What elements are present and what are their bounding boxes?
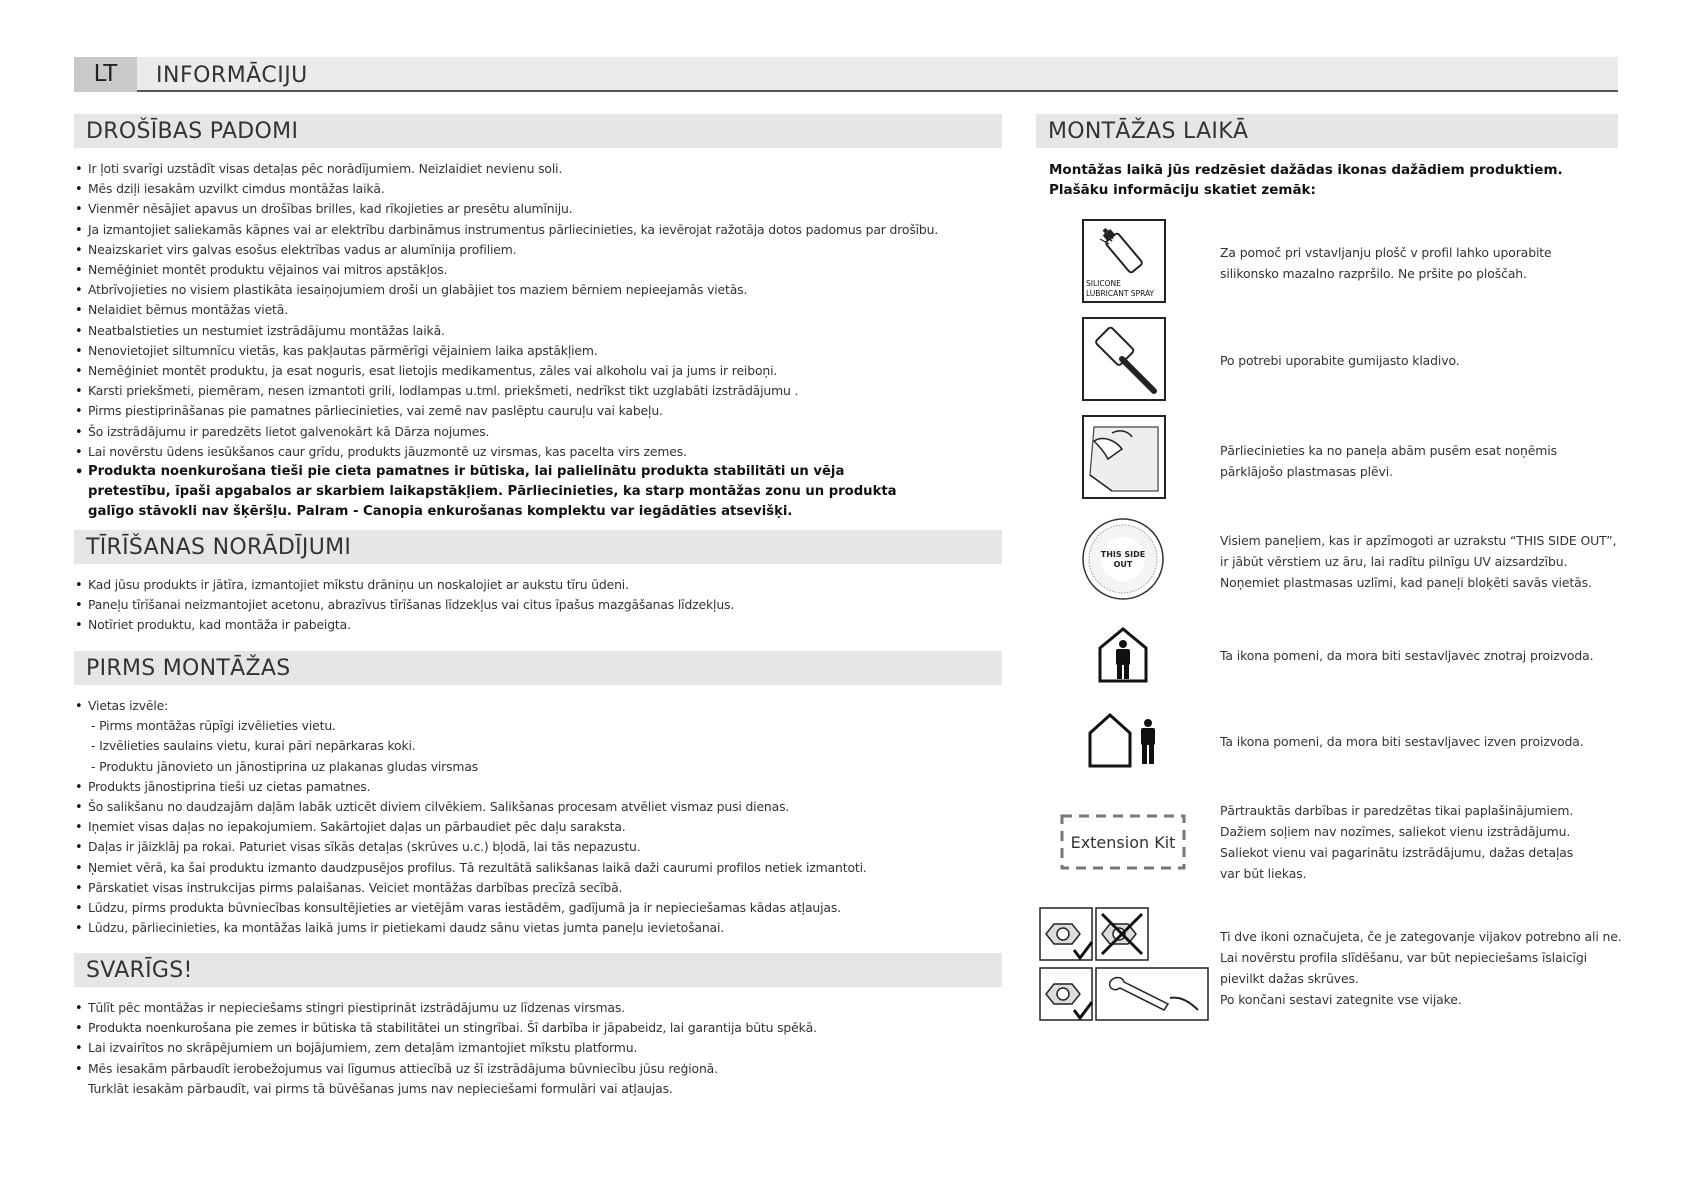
before-assembly-heading: PIRMS MONTĀŽAS [74,651,1002,685]
important-list [75,998,817,1099]
list-item: • Notīriet produktu, kad montāža ir pabeigta. [75,615,734,635]
silicone-label: SILICONE [1086,279,1121,288]
this-side-out-text [1220,530,1617,593]
list-item: • Nemēģiniet montēt produktu vējainos vai mitros apstākļos. [75,260,938,280]
icon-text-line: Pārliecinieties ka no paneļa abām pusēm esat noņēmis [1220,443,1557,458]
icon-text-line: Noņemiet plastmasas uzlīmi, kad paneļi bloķēti savās vietās. [1220,575,1592,590]
list-item: • Tūlīt pēc montāžas ir nepieciešams stingri piestiprināt izstrādājumu uz līdzenas virsmas. [75,998,817,1018]
peel-film-text [1220,440,1610,482]
anchoring-note: • Produkta noenkurošana tieši pie cieta pamatnes ir būtiska, lai palielinātu produkta stabilitāti un vēja pretestību, īpaši apgabalos ar skarbiem laikapstākļiem. Pārliecinieties, ka starp montāžas zonu un produkta galīgo stāvokli nav šķēršļu. Palram - Canopia enkurošanas komplektu var iegādāties atsevišķi. [75,462,925,522]
icon-text-line: Za pomoč pri vstavljanju plošč v profil lahko uporabite [1220,245,1552,260]
list-subitem: - Produktu jānovieto un jānostiprina uz plakanas gludas virsmas [91,758,479,774]
list-item: • Lai novērstu ūdens iesūkšanos caur grīdu, produkts jāuzmontē uz virsmas, kas pacelta virs zemes. [75,442,938,462]
peel-film-icon [1082,415,1166,503]
list-subitem: - Pirms montāžas rūpīgi izvēlieties vietu. [91,718,336,734]
list-subitem: - Izvēlieties saulains vietu, kurai pāri nepārkaras koki. [91,738,416,754]
assemble-inside-text [1220,645,1610,666]
list-item: • Lai izvairītos no skrāpējumiem un bojājumiem, zem detaļām izmantojiet mīkstu platformu. [75,1038,817,1058]
list-item: • Ņemiet vērā, ka šai produktu izmanto daudzpusējos profilus. Tā rezultātā salikšanas laikā daži caurumi profilos netiek izmantoti. [75,858,867,878]
list-item: • Vietas izvēle: [75,696,867,716]
tighten-screws-icon [1038,906,1212,1028]
list-item: • Kad jūsu produkts ir jātīra, izmantojiet mīkstu drāniņu un noskalojiet ar aukstu tīru ūdeni. [75,575,734,595]
icon-text-line: var būt liekas. [1220,866,1307,881]
list-item: • Šo salikšanu no daudzajām daļām labāk uzticēt diviem cilvēkiem. Salikšanas procesam atvēliet vismaz pusi dienas. [75,797,867,817]
list-item: • Neatbalstieties un nestumiet izstrādājumu montāžas laikā. [75,321,938,341]
list-item: • Daļas ir jāizklāj pa rokai. Paturiet visas sīkās detaļas (skrūves u.c.) bļodā, lai tās nepazustu. [75,837,867,857]
list-item: • Mēs dziļi iesakām uzvilkt cimdus montāžas laikā. [75,179,938,199]
assemble-inside-icon [1096,626,1150,688]
list-item: • Atbrīvojieties no visiem plastikāta iesaiņojumiem droši un glabājiet tos maziem bērniem nepieejamās vietās. [75,280,938,300]
before-assembly-list [75,696,867,938]
this-side-label: THIS SIDE [1100,550,1146,559]
icon-text-line: Ti dve ikoni označujeta, če je zategovanje vijakov potrebno ali ne. [1220,929,1622,944]
silicone-spray-icon [1082,219,1166,307]
extension-kit-icon [1060,814,1186,874]
icon-text-line: Pārtrauktās darbības ir paredzētas tikai paplašinājumiem. [1220,803,1574,818]
extension-kit-text [1220,800,1610,884]
icon-text-line: Ta ikona pomeni, da mora biti sestavljavec znotraj proizvoda. [1220,648,1594,663]
list-item: • Produkta noenkurošana pie zemes ir būtiska tā stabilitātei un stingrībai. Šī darbība ir jāpabeidz, lai garantija būtu spēkā. [75,1018,817,1038]
page-header [74,57,1618,92]
list-item-continuation: Turklāt iesakām pārbaudīt, vai pirms tā būvēšanas jums nav nepieciešami formulāri vai atļaujas. [88,1080,673,1096]
this-side-out-icon [1081,517,1165,605]
assemble-outside-icon [1086,711,1162,773]
list-item: • Ir ļoti svarīgi uzstādīt visas detaļas pēc norādījumiem. Neizlaidiet nevienu soli. [75,159,938,179]
list-item: • Iņemiet visas daļas no iepakojumiem. Sakārtojiet daļas un pārbaudiet pēc daļu saraksta. [75,817,867,837]
list-item: • Pārskatiet visas instrukcijas pirms palaišanas. Veiciet montāžas darbības precīzā secībā. [75,878,867,898]
list-item: • Nemēģiniet montēt produktu, ja esat noguris, esat lietojis medikamentus, zāles vai alkoholu vai ja jums ir reiboņi. [75,361,938,381]
list-item: • Vienmēr nēsājiet apavus un drošības brilles, kad rīkojieties ar presētu alumīniju. [75,199,938,219]
intro-line: Montāžas laikā jūs redzēsiet dažādas ikonas dažādiem produktiem. [1049,162,1563,178]
icon-text-line: ir jābūt vērstiem uz āru, lai radītu pilnīgu UV aizsardzību. [1220,554,1568,569]
icon-text-line: Visiem paneļiem, kas ir apzīmogoti ar uzrakstu “THIS SIDE OUT”, [1220,533,1617,548]
list-item: • Šo izstrādājumu ir paredzēts lietot galvenokārt kā Dārza nojumes. [75,422,938,442]
icon-text-line: Dažiem soļiem nav nozīmes, saliekot vienu izstrādājumu. [1220,824,1571,839]
lubricant-spray-label: LUBRICANT SPRAY [1086,289,1155,298]
assemble-outside-text [1220,731,1610,752]
cleaning-list [75,575,734,636]
list-item: • Pirms piestiprināšanas pie pamatnes pārliecinieties, vai zemē nav paslēptu cauruļu vai kabeļu. [75,401,938,421]
list-item: • Nelaidiet bērnus montāžas vietā. [75,300,938,320]
list-item: • Neaizskariet virs galvas esošus elektrības vadus ar alumīnija profiliem. [75,240,938,260]
list-item: • Nenovietojiet siltumnīcu vietās, kas pakļautas pārmērīgi vējainiem laika apstākļiem. [75,341,938,361]
important-heading: SVARĪGS! [74,953,1002,987]
out-label: OUT [1113,560,1133,569]
icon-text-line: Saliekot vienu vai pagarinātu izstrādājumu, dažas detaļas [1220,845,1574,860]
safety-list [75,159,938,522]
list-item: • Mēs iesakām pārbaudīt ierobežojumus vai līgumus attiecībā uz šī izstrādājuma būvniecību jūsu reģionā. [75,1059,817,1079]
list-item: • Lūdzu, pirms produkta būvniecības konsultējieties ar vietējām varas iestādēm, gadījumā ja ir nepieciešamas kādas atļaujas. [75,898,867,918]
list-item: • Paneļu tīrīšanai neizmantojiet acetonu, abrazīvus tīrīšanas līdzekļus vai citus īpašus mazgāšanas līdzekļus. [75,595,734,615]
list-item: • Karsti priekšmeti, piemēram, nesen izmantoti grili, lodlampas u.tml. priekšmeti, nedrīkst tikt uzglabāti izstrādājumu . [75,381,938,401]
icon-text-line: Ta ikona pomeni, da mora biti sestavljavec izven proizvoda. [1220,734,1584,749]
during-assembly-heading: MONTĀŽAS LAIKĀ [1036,114,1618,148]
list-item: • Lūdzu, pārliecinieties, ka montāžas laikā jums ir pietiekami daudz sānu vietas jumta paneļu ievietošanai. [75,918,867,938]
intro-line: Plašāku informāciju skatiet zemāk: [1049,182,1316,198]
icon-text-line: Po končani sestavi zategnite vse vijake. [1220,992,1462,1007]
icon-text-line: pievilkt dažas skrūves. [1220,971,1359,986]
rubber-mallet-text [1220,350,1610,371]
rubber-mallet-icon [1082,317,1166,405]
icon-text-line: Po potrebi uporabite gumijasto kladivo. [1220,353,1460,368]
assembly-intro [1049,160,1609,200]
extension-kit-label: Extension Kit [1070,833,1176,852]
tighten-screws-text [1220,926,1622,1010]
page-title: INFORMĀCIJU [156,63,308,88]
silicone-spray-text [1220,242,1610,284]
safety-heading: DROŠĪBAS PADOMI [74,114,1002,148]
language-code: LT [74,57,137,92]
icon-text-line: silikonsko mazalno razpršilo. Ne pršite po ploščah. [1220,266,1527,281]
list-item: • Ja izmantojiet saliekamās kāpnes vai ar elektrību darbināmus instrumentus pārliecinieties, ka ievērojat ražotāja dotos padomus par drošību. [75,220,938,240]
cleaning-heading: TĪRĪŠANAS NORĀDĪJUMI [74,530,1002,564]
icon-text-line: pārklājošo plastmasas plēvi. [1220,464,1393,479]
list-item: • Produkts jānostiprina tieši uz cietas pamatnes. [75,777,867,797]
icon-text-line: Lai novērstu profila slīdēšanu, var būt nepieciešams īslaicīgi [1220,950,1587,965]
